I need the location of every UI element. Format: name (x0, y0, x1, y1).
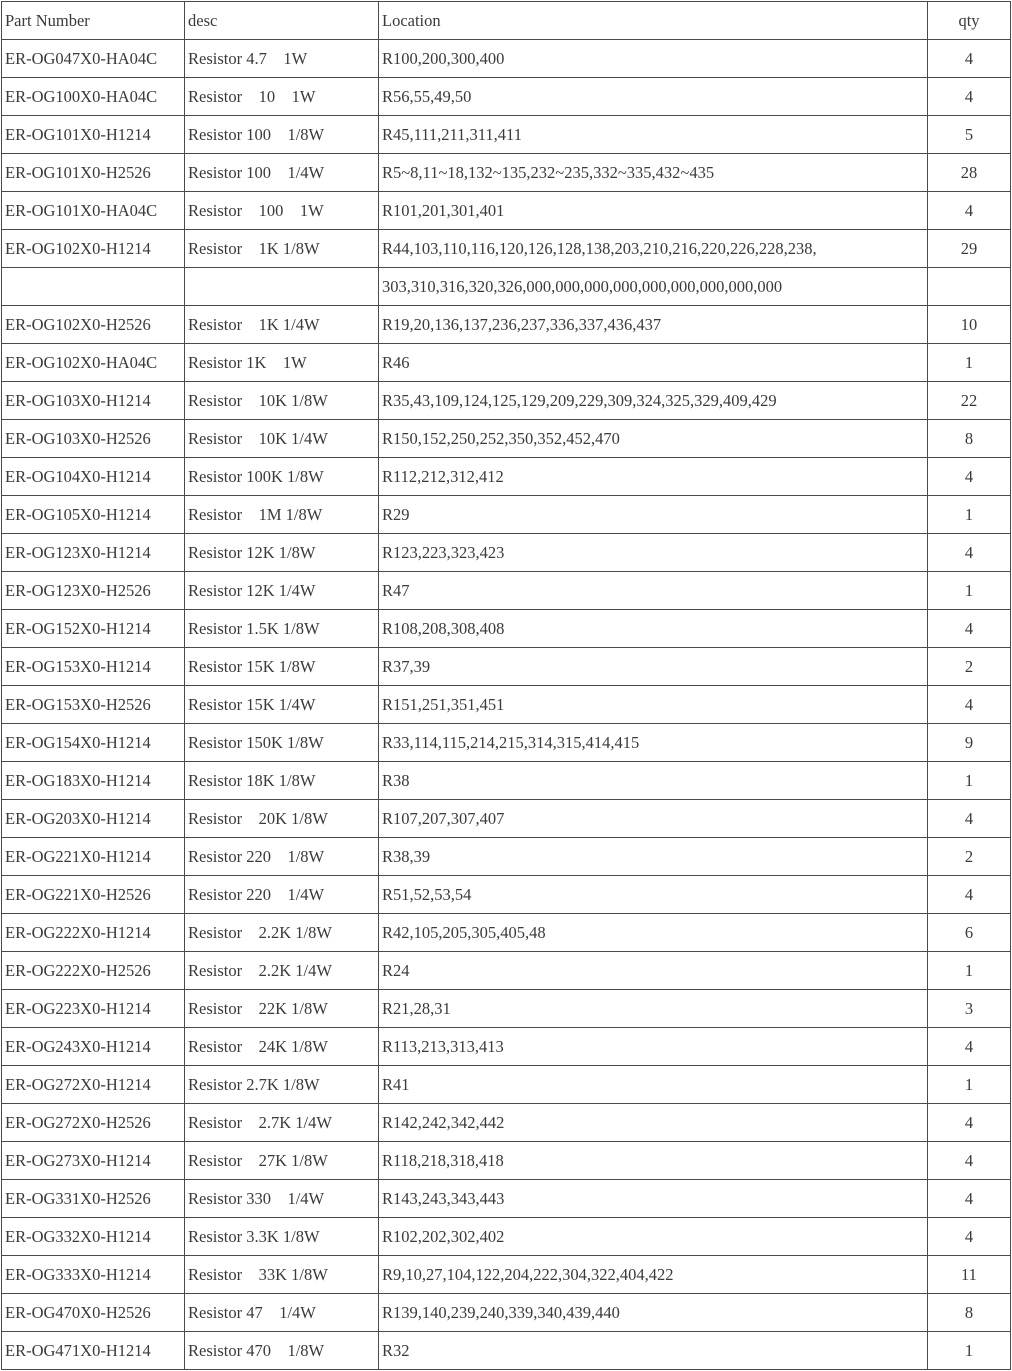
cell-desc: Resistor 470 1/8W (185, 1332, 379, 1370)
cell-qty: 29 (928, 230, 1011, 268)
cell-desc: Resistor 12K 1/8W (185, 534, 379, 572)
cell-part-number: ER-OG047X0-HA04C (2, 40, 185, 78)
table-row (2, 306, 1011, 344)
cell-part-number: ER-OG153X0-H1214 (2, 648, 185, 686)
cell-part-number: ER-OG154X0-H1214 (2, 724, 185, 762)
cell-qty (928, 268, 1011, 306)
cell-location: R32 (379, 1332, 928, 1370)
cell-desc: Resistor 1.5K 1/8W (185, 610, 379, 648)
cell-part-number: ER-OG123X0-H1214 (2, 534, 185, 572)
table-row (2, 876, 1011, 914)
cell-location: R151,251,351,451 (379, 686, 928, 724)
cell-qty: 10 (928, 306, 1011, 344)
table-row (2, 382, 1011, 420)
table-row (2, 1332, 1011, 1370)
cell-location: R118,218,318,418 (379, 1142, 928, 1180)
cell-qty: 1 (928, 496, 1011, 534)
table-row (2, 648, 1011, 686)
cell-location: R102,202,302,402 (379, 1218, 928, 1256)
bom-table (1, 1, 1011, 1370)
cell-location: R150,152,250,252,350,352,452,470 (379, 420, 928, 458)
cell-qty: 1 (928, 572, 1011, 610)
table-row (2, 1256, 1011, 1294)
cell-desc: Resistor 2.7K 1/8W (185, 1066, 379, 1104)
cell-desc: Resistor 10K 1/4W (185, 420, 379, 458)
cell-qty: 4 (928, 40, 1011, 78)
cell-location: R19,20,136,137,236,237,336,337,436,437 (379, 306, 928, 344)
cell-location: 303,310,316,320,326,000,000,000,000,000,000,000,000,000 (379, 268, 928, 306)
cell-qty: 6 (928, 914, 1011, 952)
cell-desc: Resistor 10 1W (185, 78, 379, 116)
cell-desc: Resistor 330 1/4W (185, 1180, 379, 1218)
cell-location: R29 (379, 496, 928, 534)
cell-location: R5~8,11~18,132~135,232~235,332~335,432~435 (379, 154, 928, 192)
cell-part-number: ER-OG221X0-H1214 (2, 838, 185, 876)
cell-part-number: ER-OG331X0-H2526 (2, 1180, 185, 1218)
cell-location: R38 (379, 762, 928, 800)
table-row (2, 572, 1011, 610)
cell-desc: Resistor 2.2K 1/8W (185, 914, 379, 952)
cell-qty: 3 (928, 990, 1011, 1028)
cell-location: R139,140,239,240,339,340,439,440 (379, 1294, 928, 1332)
cell-desc: Resistor 15K 1/4W (185, 686, 379, 724)
header-row (2, 2, 1011, 40)
table-row (2, 1028, 1011, 1066)
cell-qty: 4 (928, 78, 1011, 116)
table-row (2, 914, 1011, 952)
cell-part-number: ER-OG101X0-HA04C (2, 192, 185, 230)
cell-desc: Resistor 24K 1/8W (185, 1028, 379, 1066)
cell-desc: Resistor 12K 1/4W (185, 572, 379, 610)
cell-location: R51,52,53,54 (379, 876, 928, 914)
cell-part-number: ER-OG102X0-H1214 (2, 230, 185, 268)
cell-desc: Resistor 1M 1/8W (185, 496, 379, 534)
header-part-number: Part Number (2, 2, 185, 40)
table-row (2, 1066, 1011, 1104)
cell-part-number: ER-OG104X0-H1214 (2, 458, 185, 496)
table-row (2, 1218, 1011, 1256)
table-row (2, 40, 1011, 78)
cell-qty: 4 (928, 1142, 1011, 1180)
cell-desc: Resistor 22K 1/8W (185, 990, 379, 1028)
cell-location: R143,243,343,443 (379, 1180, 928, 1218)
cell-location: R24 (379, 952, 928, 990)
table-row (2, 686, 1011, 724)
table-row (2, 344, 1011, 382)
table-row (2, 230, 1011, 268)
cell-location: R42,105,205,305,405,48 (379, 914, 928, 952)
cell-qty: 4 (928, 192, 1011, 230)
cell-desc: Resistor 3.3K 1/8W (185, 1218, 379, 1256)
cell-qty: 5 (928, 116, 1011, 154)
table-row (2, 952, 1011, 990)
cell-qty: 1 (928, 1066, 1011, 1104)
cell-qty: 4 (928, 800, 1011, 838)
cell-location: R38,39 (379, 838, 928, 876)
cell-part-number: ER-OG102X0-HA04C (2, 344, 185, 382)
cell-part-number: ER-OG101X0-H2526 (2, 154, 185, 192)
cell-qty: 4 (928, 876, 1011, 914)
cell-desc: Resistor 1K 1W (185, 344, 379, 382)
cell-part-number: ER-OG471X0-H1214 (2, 1332, 185, 1370)
cell-location: R35,43,109,124,125,129,209,229,309,324,325,329,409,429 (379, 382, 928, 420)
cell-part-number: ER-OG273X0-H1214 (2, 1142, 185, 1180)
cell-qty: 2 (928, 838, 1011, 876)
cell-part-number: ER-OG333X0-H1214 (2, 1256, 185, 1294)
table-row (2, 1142, 1011, 1180)
cell-qty: 1 (928, 1332, 1011, 1370)
cell-location: R44,103,110,116,120,126,128,138,203,210,216,220,226,228,238, (379, 230, 928, 268)
table-row (2, 458, 1011, 496)
cell-part-number: ER-OG221X0-H2526 (2, 876, 185, 914)
cell-qty: 4 (928, 686, 1011, 724)
cell-qty: 4 (928, 610, 1011, 648)
cell-location: R9,10,27,104,122,204,222,304,322,404,422 (379, 1256, 928, 1294)
table-row (2, 534, 1011, 572)
cell-part-number: ER-OG470X0-H2526 (2, 1294, 185, 1332)
cell-part-number: ER-OG272X0-H2526 (2, 1104, 185, 1142)
cell-qty: 1 (928, 344, 1011, 382)
cell-location: R33,114,115,214,215,314,315,414,415 (379, 724, 928, 762)
cell-qty: 4 (928, 458, 1011, 496)
table-row (2, 116, 1011, 154)
cell-part-number: ER-OG100X0-HA04C (2, 78, 185, 116)
cell-qty: 8 (928, 1294, 1011, 1332)
cell-qty: 4 (928, 1104, 1011, 1142)
cell-location: R108,208,308,408 (379, 610, 928, 648)
cell-desc: Resistor 1K 1/8W (185, 230, 379, 268)
cell-location: R47 (379, 572, 928, 610)
cell-qty: 22 (928, 382, 1011, 420)
table-row (2, 496, 1011, 534)
table-row (2, 762, 1011, 800)
cell-qty: 4 (928, 1218, 1011, 1256)
cell-desc: Resistor 100K 1/8W (185, 458, 379, 496)
cell-part-number: ER-OG183X0-H1214 (2, 762, 185, 800)
table-row (2, 610, 1011, 648)
cell-part-number: ER-OG153X0-H2526 (2, 686, 185, 724)
cell-qty: 4 (928, 534, 1011, 572)
cell-location: R100,200,300,400 (379, 40, 928, 78)
cell-desc: Resistor 2.7K 1/4W (185, 1104, 379, 1142)
cell-desc: Resistor 15K 1/8W (185, 648, 379, 686)
cell-part-number: ER-OG105X0-H1214 (2, 496, 185, 534)
cell-qty: 4 (928, 1180, 1011, 1218)
cell-part-number: ER-OG102X0-H2526 (2, 306, 185, 344)
cell-part-number: ER-OG152X0-H1214 (2, 610, 185, 648)
cell-desc: Resistor 100 1/8W (185, 116, 379, 154)
table-row (2, 1294, 1011, 1332)
cell-location: R56,55,49,50 (379, 78, 928, 116)
cell-part-number (2, 268, 185, 306)
cell-location: R46 (379, 344, 928, 382)
cell-desc: Resistor 10K 1/8W (185, 382, 379, 420)
cell-part-number: ER-OG272X0-H1214 (2, 1066, 185, 1104)
cell-part-number: ER-OG243X0-H1214 (2, 1028, 185, 1066)
cell-desc: Resistor 18K 1/8W (185, 762, 379, 800)
cell-location: R41 (379, 1066, 928, 1104)
table-row (2, 78, 1011, 116)
cell-location: R21,28,31 (379, 990, 928, 1028)
cell-location: R107,207,307,407 (379, 800, 928, 838)
cell-desc (185, 268, 379, 306)
table-row (2, 154, 1011, 192)
cell-qty: 1 (928, 762, 1011, 800)
cell-part-number: ER-OG103X0-H1214 (2, 382, 185, 420)
cell-location: R142,242,342,442 (379, 1104, 928, 1142)
cell-part-number: ER-OG223X0-H1214 (2, 990, 185, 1028)
table-row (2, 192, 1011, 230)
header-location: Location (379, 2, 928, 40)
cell-location: R37,39 (379, 648, 928, 686)
cell-part-number: ER-OG222X0-H1214 (2, 914, 185, 952)
cell-qty: 28 (928, 154, 1011, 192)
cell-qty: 2 (928, 648, 1011, 686)
table-row (2, 268, 1011, 306)
cell-part-number: ER-OG103X0-H2526 (2, 420, 185, 458)
cell-qty: 1 (928, 952, 1011, 990)
cell-part-number: ER-OG203X0-H1214 (2, 800, 185, 838)
header-qty: qty (928, 2, 1011, 40)
cell-desc: Resistor 47 1/4W (185, 1294, 379, 1332)
table-row (2, 724, 1011, 762)
header-desc: desc (185, 2, 379, 40)
cell-desc: Resistor 220 1/4W (185, 876, 379, 914)
cell-desc: Resistor 220 1/8W (185, 838, 379, 876)
table-row (2, 838, 1011, 876)
cell-location: R123,223,323,423 (379, 534, 928, 572)
cell-part-number: ER-OG101X0-H1214 (2, 116, 185, 154)
cell-desc: Resistor 2.2K 1/4W (185, 952, 379, 990)
cell-qty: 8 (928, 420, 1011, 458)
table-row (2, 800, 1011, 838)
cell-desc: Resistor 33K 1/8W (185, 1256, 379, 1294)
cell-location: R45,111,211,311,411 (379, 116, 928, 154)
cell-part-number: ER-OG123X0-H2526 (2, 572, 185, 610)
cell-location: R113,213,313,413 (379, 1028, 928, 1066)
cell-desc: Resistor 100 1/4W (185, 154, 379, 192)
bom-body (2, 40, 1011, 1370)
table-row (2, 1104, 1011, 1142)
cell-desc: Resistor 1K 1/4W (185, 306, 379, 344)
cell-qty: 11 (928, 1256, 1011, 1294)
cell-qty: 9 (928, 724, 1011, 762)
table-row (2, 990, 1011, 1028)
cell-part-number: ER-OG222X0-H2526 (2, 952, 185, 990)
cell-desc: Resistor 27K 1/8W (185, 1142, 379, 1180)
cell-qty: 4 (928, 1028, 1011, 1066)
cell-desc: Resistor 100 1W (185, 192, 379, 230)
cell-location: R101,201,301,401 (379, 192, 928, 230)
table-row (2, 1180, 1011, 1218)
cell-desc: Resistor 4.7 1W (185, 40, 379, 78)
cell-desc: Resistor 20K 1/8W (185, 800, 379, 838)
table-row (2, 420, 1011, 458)
cell-desc: Resistor 150K 1/8W (185, 724, 379, 762)
cell-part-number: ER-OG332X0-H1214 (2, 1218, 185, 1256)
cell-location: R112,212,312,412 (379, 458, 928, 496)
